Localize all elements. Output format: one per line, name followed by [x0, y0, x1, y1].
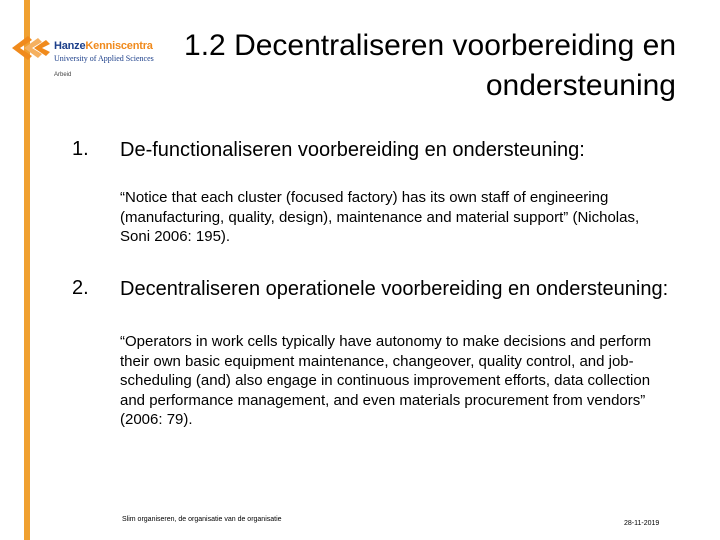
footer-text: Slim organiseren, de organisatie van de organisatie: [122, 516, 282, 523]
item-heading: Decentraliseren operationele voorbereiding en ondersteuning:: [120, 278, 669, 300]
item-quote: “Operators in work cells typically have autonomy to make decisions and perform their own basic equipment maintenance, changeover, quality control, and job-scheduling (and) also engage in continuous improvement efforts, data collection and performance management, and even materials procurement from vendors” (2006: 79).: [120, 333, 652, 428]
logo-name-part1: Hanze: [54, 40, 86, 52]
item-quote: “Notice that each cluster (focused factory) has its own staff of engineering (manufacturing, quality, design), maintenance and material support” (Nicholas, Soni 2006: 195).: [120, 189, 640, 245]
footer-date: 28-11-2019: [624, 520, 660, 527]
logo-tag: Arbeid: [54, 72, 72, 78]
item-heading: De-functionaliseren voorbereiding en ondersteuning:: [120, 139, 585, 161]
item-number: 1.: [72, 138, 89, 160]
logo-mark-icon: [10, 34, 52, 62]
logo-name-part2: Kenniscentra: [85, 40, 153, 52]
item-number: 2.: [72, 277, 89, 299]
logo-subtitle: University of Applied Sciences: [54, 54, 154, 63]
slide-title: 1.2 Decentraliseren voorbereiding en ondersteuning: [184, 29, 676, 102]
